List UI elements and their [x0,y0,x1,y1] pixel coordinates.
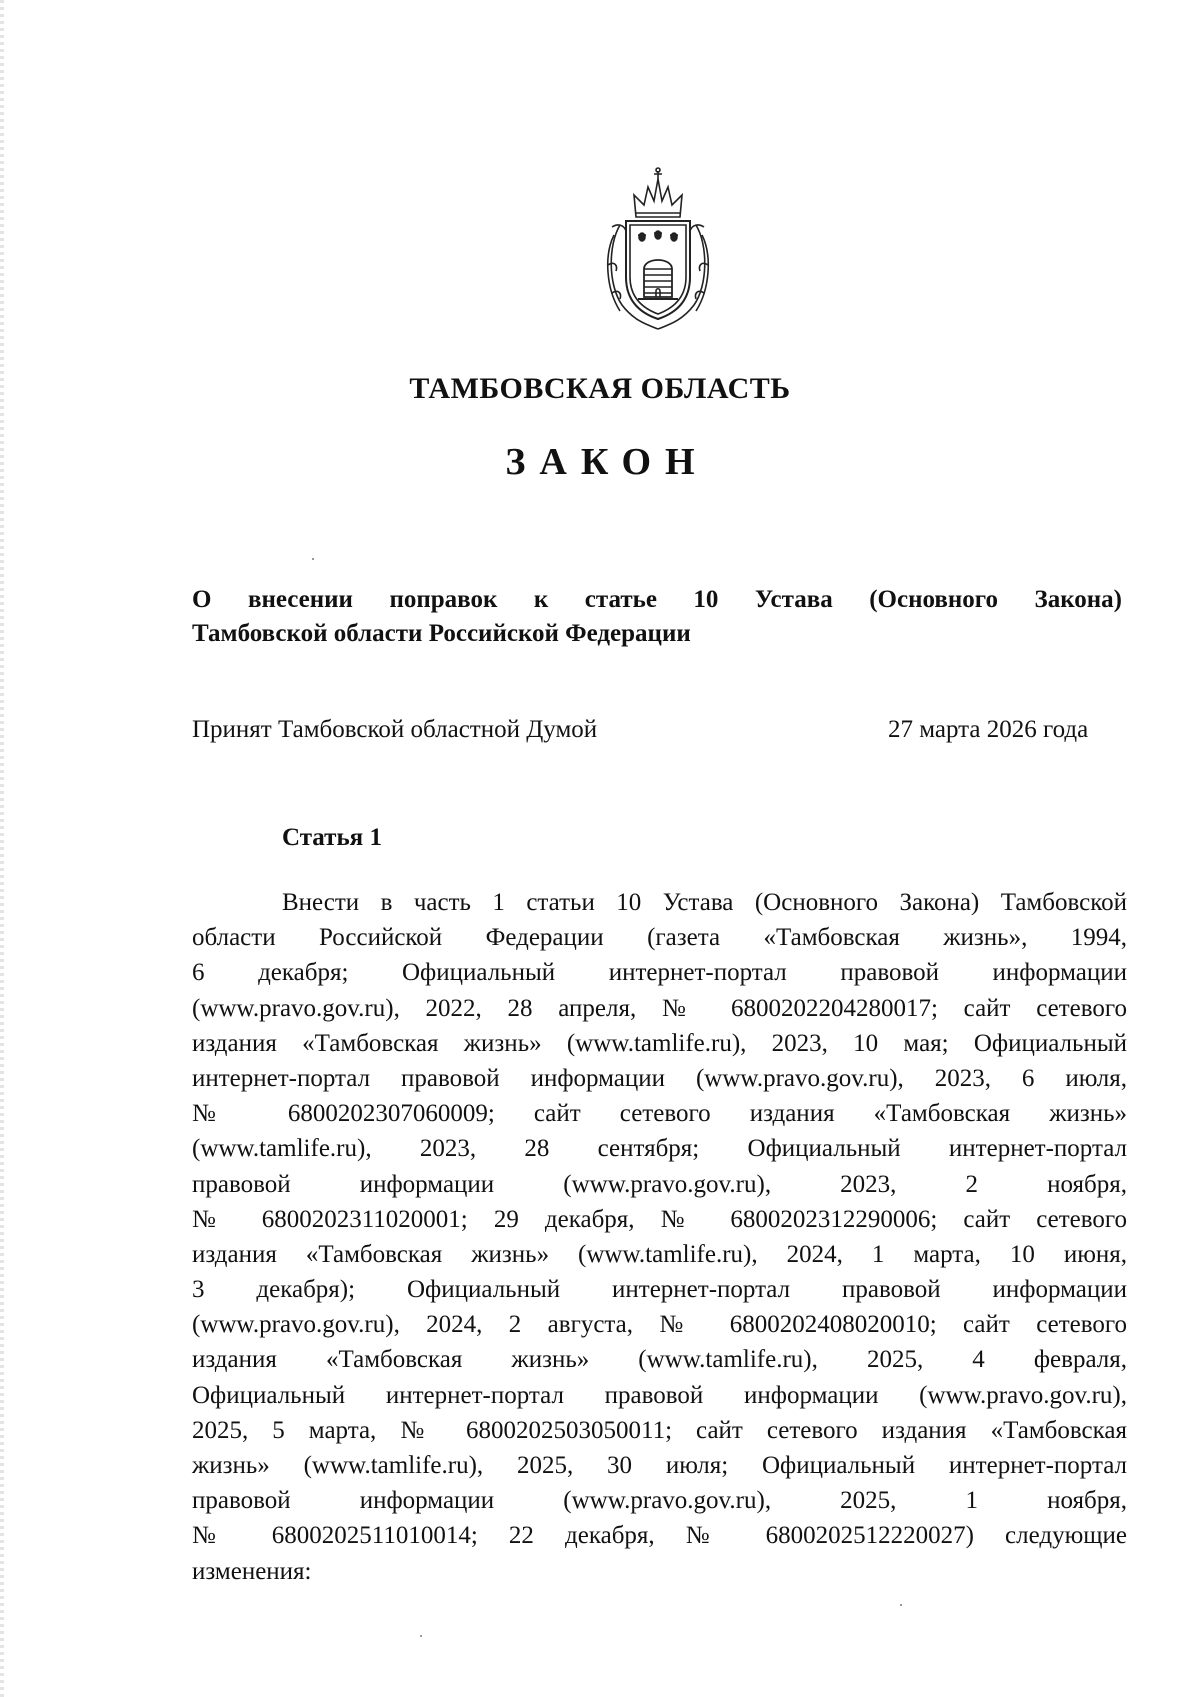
law-title-line-1: О внесении поправок к статье 10 Устава (Основного Закона) [192,586,1122,613]
article-text-line: (www.pravo.gov.ru), 2022, 28 апреля, № 6800202204280017; сайт сетевого [192,994,1127,1022]
article-text-line: 3 декабря); Официальный интернет-портал правовой информации [192,1276,1127,1304]
article-text-line: (www.tamlife.ru), 2023, 28 сентября; Официальный интернет-портал [192,1135,1127,1163]
scan-edge-artifact [0,0,4,1697]
article-text-line: Официальный интернет-портал правовой информации (www.pravo.gov.ru), [192,1381,1127,1409]
article-text-line: изменения: [192,1557,312,1585]
article-text-line: правовой информации (www.pravo.gov.ru), 2023, 2 ноября, [192,1170,1127,1198]
article-text-line: № 6800202511010014; 22 декабря, № 6800202512220027) следующие [192,1522,1127,1550]
article-body [192,885,1127,1589]
article-text-line: (www.pravo.gov.ru), 2024, 2 августа, № 6800202408020010; сайт сетевого [192,1311,1127,1339]
article-text-line: 6 декабря; Официальный интернет-портал правовой информации [192,959,1127,987]
article-text-line: № 6800202307060009; сайт сетевого издания «Тамбовская жизнь» [192,1100,1127,1128]
scan-speck [312,558,314,560]
article-text-line: № 6800202311020001; 29 декабря, № 6800202312290006; сайт сетевого [192,1205,1127,1233]
document-type-heading: ЗАКОН [505,441,709,483]
article-text-line: издания «Тамбовская жизнь» (www.tamlife.ru), 2025, 4 февраля, [192,1346,1127,1374]
article-text-line: области Российской Федерации (газета «Тамбовская жизнь», 1994, [192,924,1127,952]
scan-speck [900,1604,902,1606]
scan-speck [420,1635,422,1637]
article-text-line: 2025, 5 марта, № 6800202503050011; сайт сетевого издания «Тамбовская [192,1416,1127,1444]
region-heading: ТАМБОВСКАЯ ОБЛАСТЬ [409,372,791,405]
tambov-coat-of-arms-icon [598,165,718,335]
adoption-date: 27 марта 2026 года [888,716,1089,743]
article-heading: Статья 1 [282,824,382,851]
article-text-line: издания «Тамбовская жизнь» (www.tamlife.ru), 2023, 10 мая; Официальный [192,1029,1127,1057]
article-text-line: правовой информации (www.pravo.gov.ru), 2025, 1 ноября, [192,1487,1127,1515]
law-title-line-2: Тамбовской области Российской Федерации [192,620,691,647]
article-text-line: издания «Тамбовская жизнь» (www.tamlife.ru), 2024, 1 марта, 10 июня, [192,1240,1127,1268]
law-title [192,583,1122,651]
article-text-line: интернет-портал правовой информации (www.pravo.gov.ru), 2023, 6 июля, [192,1064,1127,1092]
article-text-line: жизнь» (www.tamlife.ru), 2025, 30 июля; Официальный интернет-портал [192,1452,1127,1479]
adopted-by: Принят Тамбовской областной Думой [192,716,598,743]
article-text-line: Внести в часть 1 статьи 10 Устава (Основного Закона) Тамбовской [282,889,1127,916]
